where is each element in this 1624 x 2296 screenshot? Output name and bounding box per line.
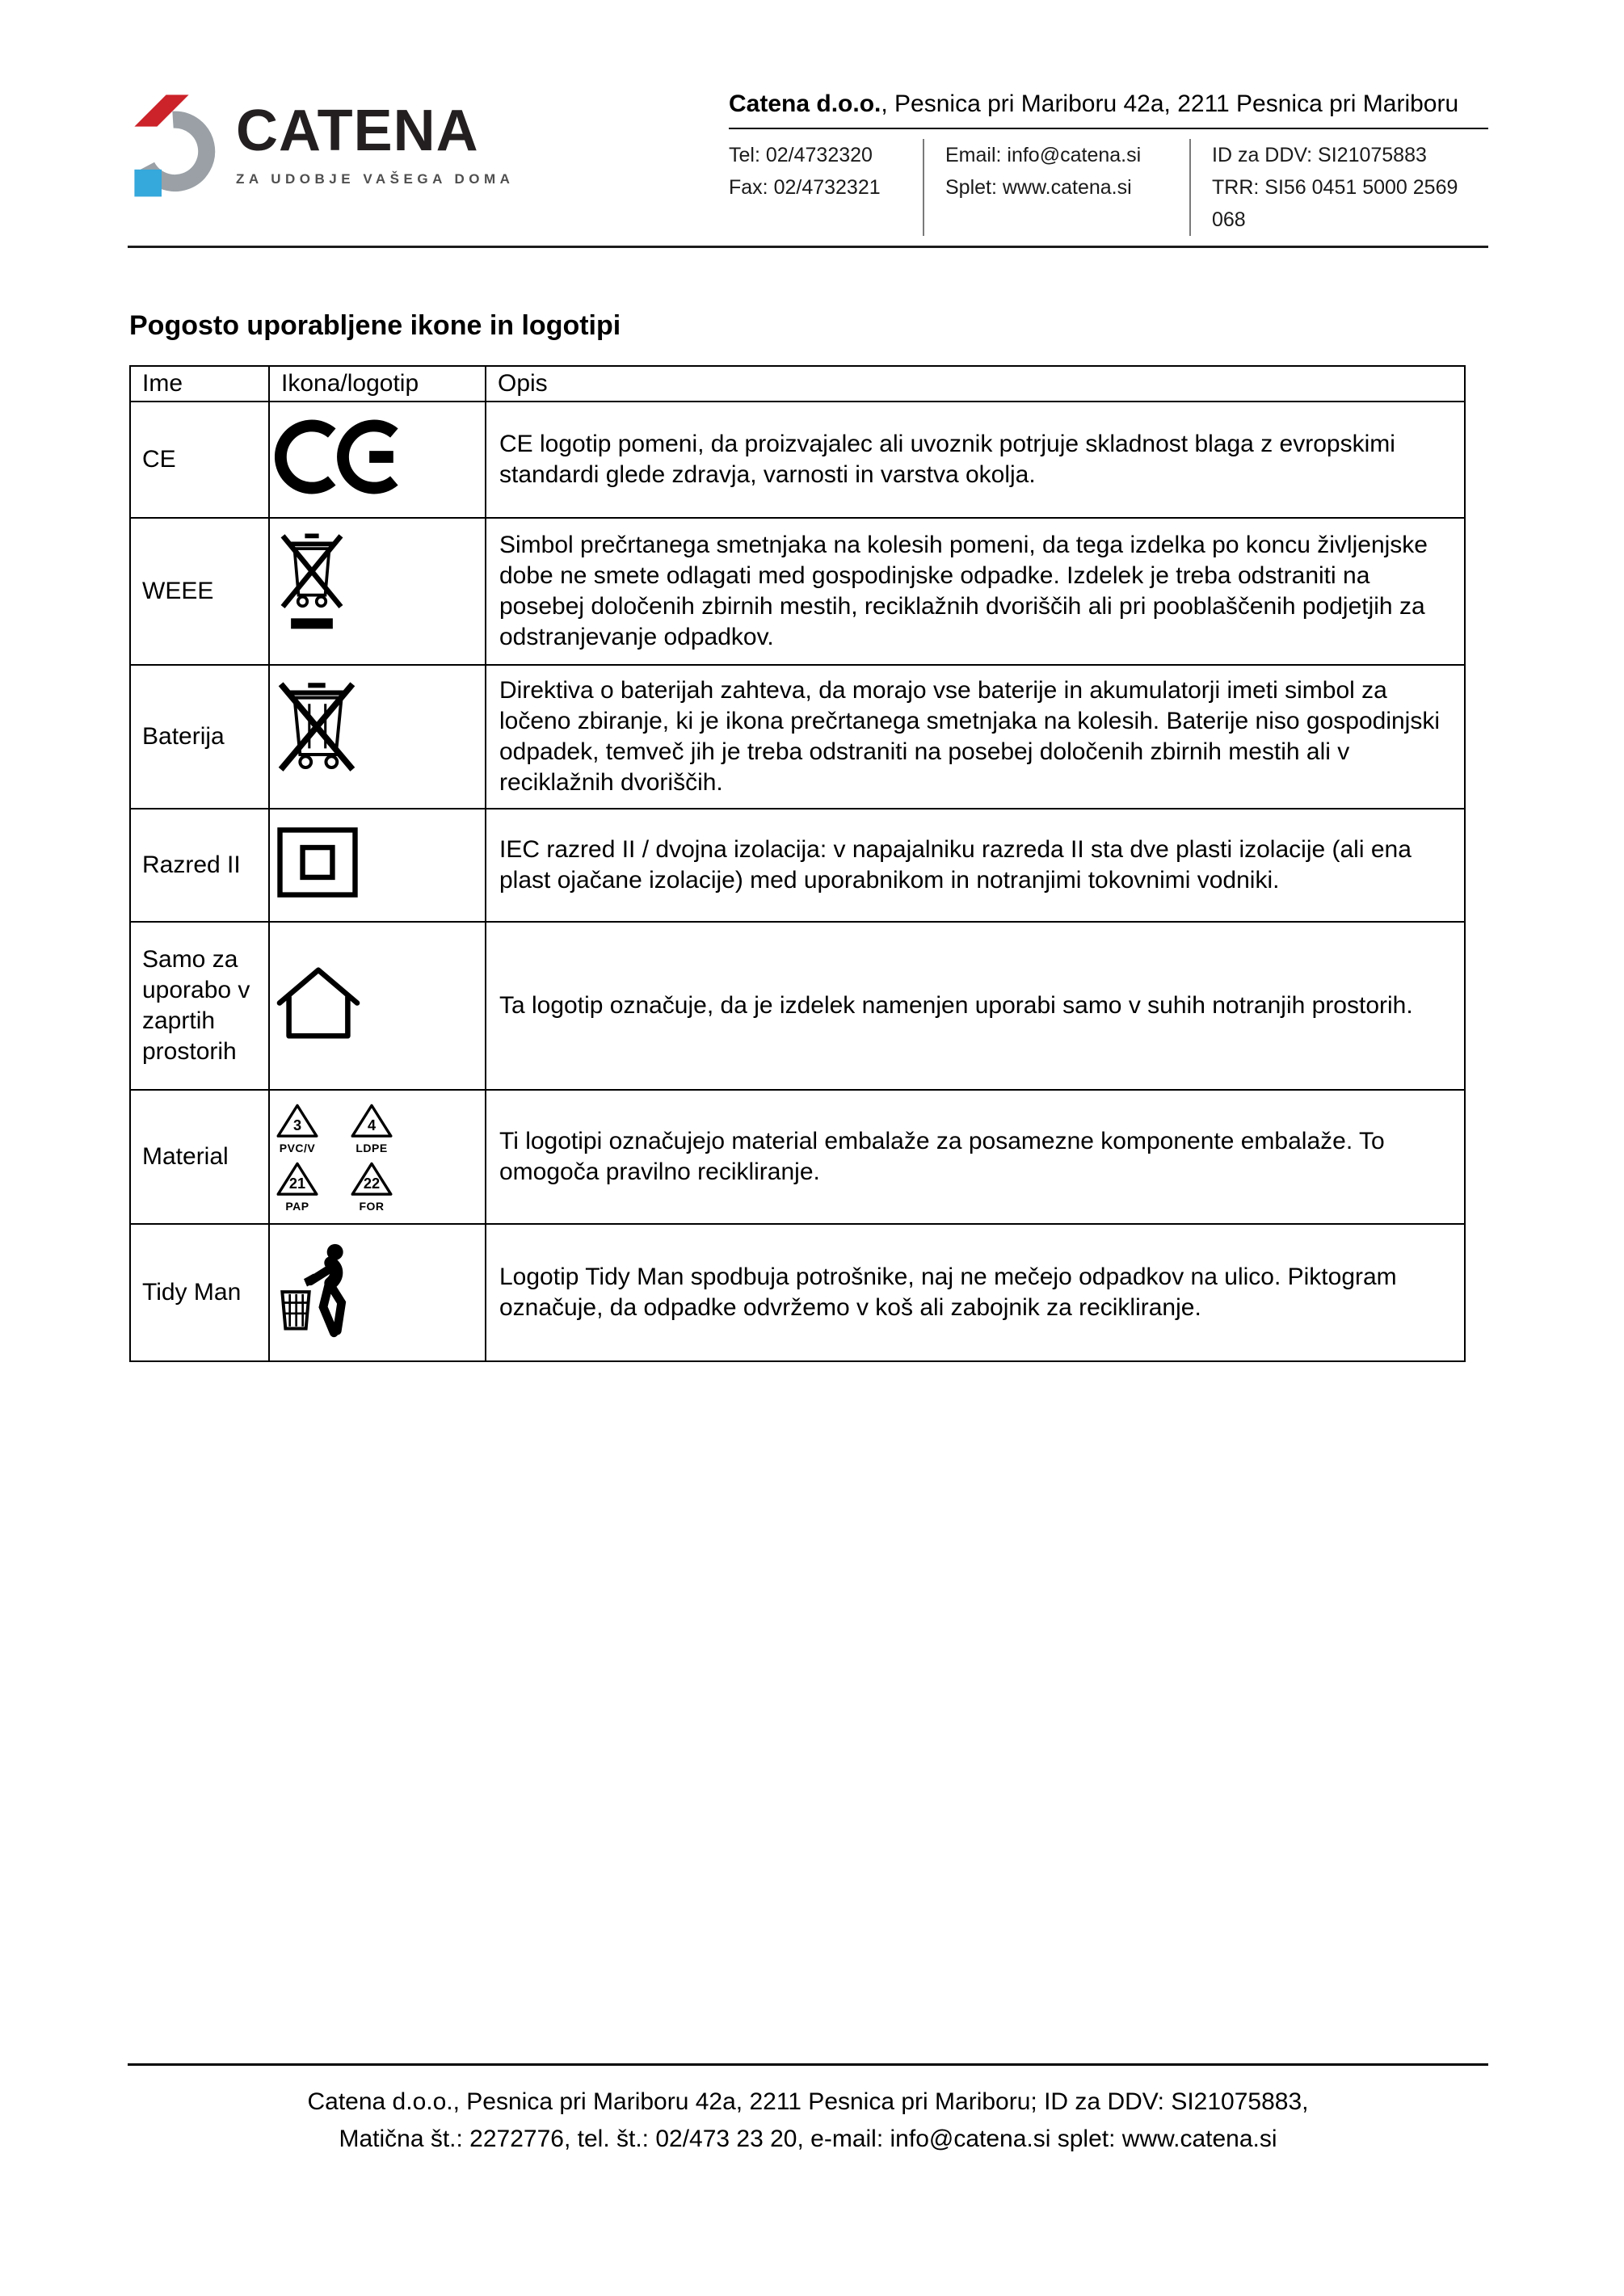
recycling-code-pvc: 3 PVC/V: [275, 1102, 320, 1154]
company-logo: [128, 87, 514, 202]
row-description: Ti logotipi označujejo material embalaže za posamezne komponente embalaže. To omogoča pravilno recikliranje.: [486, 1090, 1465, 1224]
row-description: Ta logotip označuje, da je izdelek namenjen uporabi samo v suhih notranjih prostorih.: [486, 922, 1465, 1090]
brand-name: CATENA: [236, 99, 479, 163]
svg-text:21: 21: [288, 1175, 306, 1192]
page-footer: [128, 2063, 1488, 2158]
tidy-man-icon: [275, 1240, 359, 1339]
class-ii-double-insulation-icon: [275, 825, 360, 900]
weee-crossed-out-wheeled-bin-icon: [275, 530, 349, 646]
row-description: Direktiva o baterijah zahteva, da morajo vse baterije in akumulatorji imeti simbol za ločeno zbiranje, ki je ikona prečrtanega smetnjaka na kolesih. Baterije niso gospodinjski odpadek, temveč jih je treba odstraniti na posebej določenih zbirnih mestih ali v reciklažnih dvoriščih.: [486, 665, 1465, 809]
icons-table: [129, 365, 1466, 1362]
page-title: Pogosto uporabljene ikone in logotipi: [129, 310, 621, 341]
indoor-use-only-house-icon: [275, 963, 362, 1043]
row-name: Samo za uporabo v zaprtih prostorih: [130, 922, 269, 1090]
brand-tagline: ZA UDOBJE VAŠEGA DOMA: [236, 171, 515, 187]
contact-columns: [729, 139, 1488, 236]
table-row: [130, 1224, 1465, 1361]
recycling-code-pap: 21 PAP: [275, 1160, 320, 1212]
catena-logo-mark-icon: [128, 87, 218, 202]
footer-line-1: Catena d.o.o., Pesnica pri Mariboru 42a, 2211 Pesnica pri Mariboru; ID za DDV: SI21075883,: [307, 2088, 1309, 2115]
row-name: Baterija: [130, 665, 269, 809]
battery-crossed-out-wheeled-bin-icon: [275, 680, 359, 787]
company-info-block: [729, 87, 1488, 236]
footer-line-2: Matična št.: 2272776, tel. št.: 02/473 23 20, e-mail: info@catena.si splet: www.catena.si: [339, 2126, 1277, 2152]
company-address: , Pesnica pri Mariboru 42a, 2211 Pesnica pri Mariboru: [881, 90, 1459, 117]
company-name: Catena d.o.o.: [729, 90, 881, 117]
table-row: [130, 1090, 1465, 1224]
row-description: Simbol prečrtanega smetnjaka na kolesih pomeni, da tega izdelka po koncu življenjske dobe ne smete odlagati med gospodinjske odpadke. Izdelek je treba odstraniti na posebej določenih zbirnih mestih, reciklažnih dvoriščih ali pri pooblaščenih podjetjih za odstranjevanje odpadkov.: [486, 518, 1465, 665]
column-header-icon: Ikona/logotip: [269, 366, 486, 402]
website-url: Splet: www.catena.si: [945, 176, 1132, 199]
row-name: WEEE: [130, 518, 269, 665]
table-row: [130, 809, 1465, 922]
row-name: Razred II: [130, 809, 269, 922]
svg-text:4: 4: [367, 1117, 377, 1134]
table-header-row: [130, 366, 1465, 402]
company-address-line: [729, 90, 1488, 129]
recycling-code-for: 22 FOR: [349, 1160, 394, 1212]
recycling-code-ldpe: 4 LDPE: [349, 1102, 394, 1154]
page-header: [128, 87, 1488, 236]
ce-mark-icon: [275, 418, 414, 495]
vat-id: ID za DDV: SI21075883: [1212, 144, 1427, 166]
column-header-name: Ime: [130, 366, 269, 402]
bank-account: TRR: SI56 0451 5000 2569 068: [1212, 176, 1458, 231]
phone-number: Tel: 02/4732320: [729, 144, 873, 166]
header-divider: [128, 246, 1488, 248]
email-address: Email: info@catena.si: [945, 144, 1142, 166]
table-row: [130, 402, 1465, 518]
row-description: Logotip Tidy Man spodbuja potrošnike, naj ne mečejo odpadkov na ulico. Piktogram označuje, da odpadke odvržemo v koš ali zabojnik za recikliranje.: [486, 1224, 1465, 1361]
column-header-description: Opis: [486, 366, 1465, 402]
svg-text:3: 3: [292, 1117, 302, 1134]
packaging-material-recycling-codes-icon: [275, 1102, 394, 1212]
svg-text:22: 22: [363, 1175, 381, 1192]
table-row: [130, 518, 1465, 665]
row-name: Material: [130, 1090, 269, 1224]
fax-number: Fax: 02/4732321: [729, 176, 881, 199]
row-description: IEC razred II / dvojna izolacija: v napajalniku razreda II sta dve plasti izolacije (ali ena plast ojačane izolacije) med uporabnikom in notranjimi tokovnimi vodniki.: [486, 809, 1465, 922]
row-name: CE: [130, 402, 269, 518]
row-description: CE logotip pomeni, da proizvajalec ali uvoznik potrjuje skladnost blaga z evropskimi standardi glede zdravja, varnosti in varstva okolja.: [486, 402, 1465, 518]
row-name: Tidy Man: [130, 1224, 269, 1361]
table-row: [130, 665, 1465, 809]
table-row: [130, 922, 1465, 1090]
